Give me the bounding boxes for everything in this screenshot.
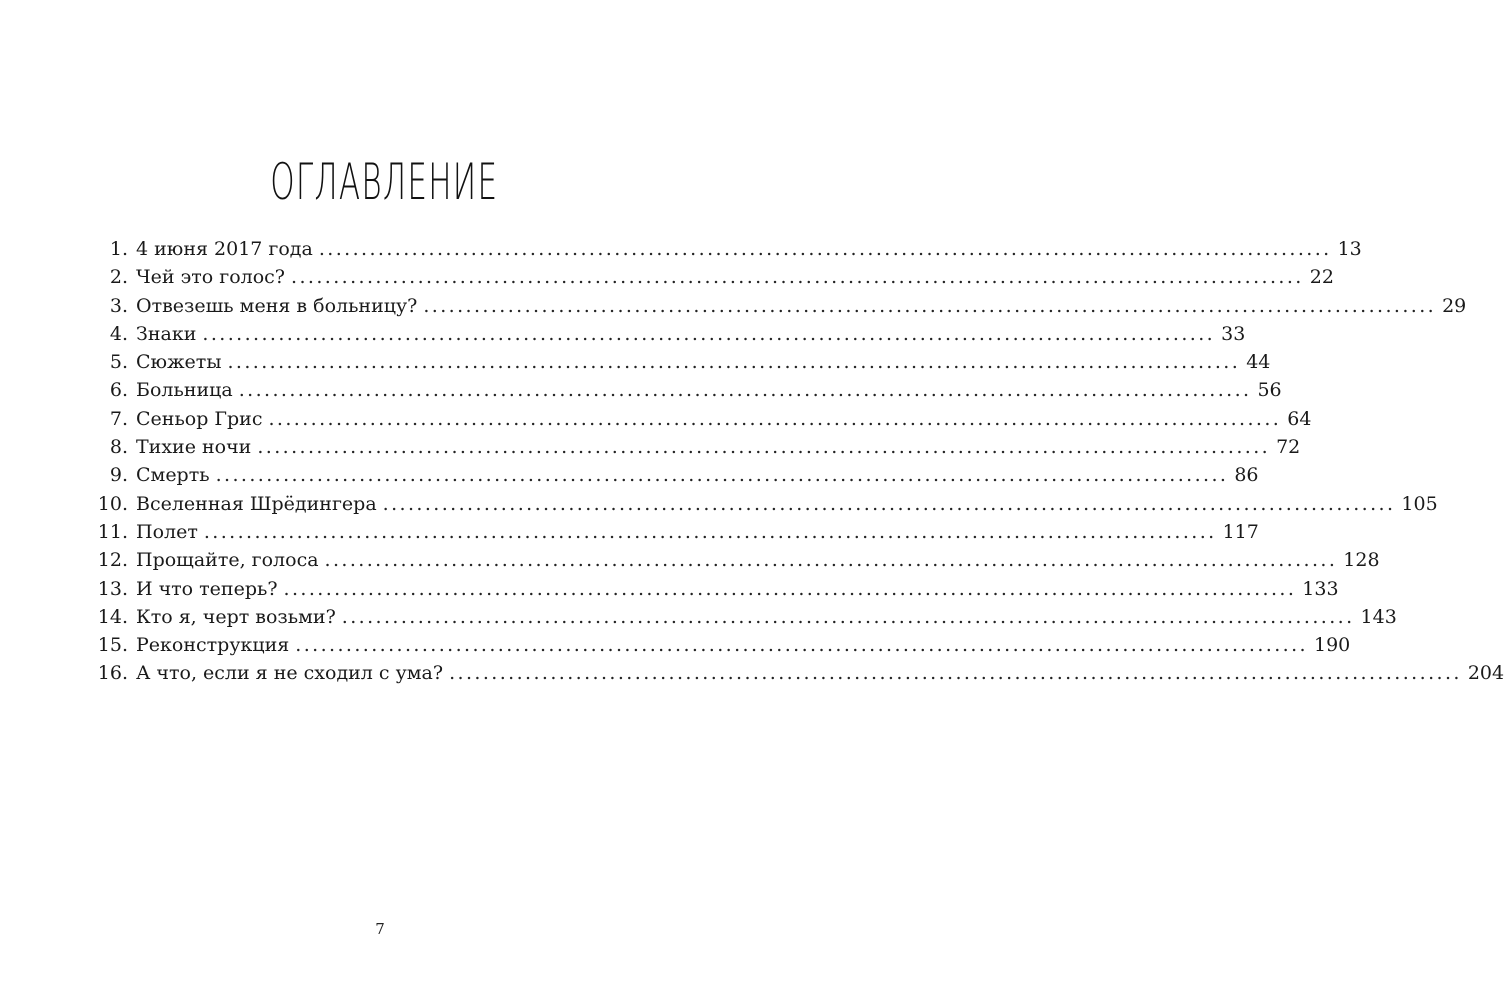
- toc-leader-dots: ........................................................................................................................: [324, 549, 1338, 572]
- toc-entry-number: 16.: [97, 662, 128, 685]
- toc-leader-dots: ........................................................................................................................: [318, 238, 1332, 260]
- toc-entry: [92, 575, 1339, 603]
- toc-entry-page: 33: [1221, 322, 1246, 345]
- toc-entry-page: 86: [1234, 464, 1259, 487]
- toc-entry-number: 15.: [97, 634, 128, 657]
- toc-entry-title: Смерть: [136, 464, 210, 487]
- toc-entry-page: 64: [1287, 407, 1312, 430]
- toc-entry-number: 10.: [97, 492, 128, 515]
- toc-entry-page: 56: [1257, 379, 1282, 402]
- toc-entry-title: Сеньор Грис: [136, 407, 263, 430]
- toc-entry-page: 117: [1222, 520, 1259, 543]
- table-of-contents: [92, 235, 1504, 688]
- toc-entry-page: 143: [1360, 605, 1397, 628]
- toc-entry: [92, 546, 1380, 574]
- toc-entry: [92, 348, 1271, 376]
- toc-leader-dots: ........................................................................................................................: [449, 662, 1462, 685]
- toc-leader-dots: ........................................................................................................................: [295, 634, 1308, 657]
- toc-entry-title: Отвезешь меня в больницу?: [136, 294, 418, 317]
- page-number: 7: [375, 920, 385, 938]
- toc-entry: [92, 518, 1259, 546]
- toc-entry-page: 105: [1401, 492, 1438, 515]
- toc-entry-page: 128: [1343, 549, 1380, 572]
- toc-entry: [92, 631, 1351, 659]
- toc-entry-page: 190: [1314, 634, 1351, 657]
- toc-entry-number: 8.: [109, 436, 128, 459]
- toc-leader-dots: ........................................................................................................................: [257, 436, 1271, 459]
- toc-entry-title: А что, если я не сходил с ума?: [136, 662, 444, 685]
- toc-entry-title: Больница: [136, 379, 233, 402]
- toc-entry-page: 13: [1337, 238, 1362, 260]
- toc-entry-page: 44: [1246, 351, 1271, 374]
- toc-leader-dots: ........................................................................................................................: [227, 351, 1241, 374]
- toc-entry-number: 5.: [109, 351, 128, 374]
- toc-entry-number: 2.: [109, 266, 128, 289]
- toc-leader-dots: ........................................................................................................................: [238, 379, 1252, 402]
- toc-entry: [92, 603, 1397, 631]
- toc-entry: [92, 405, 1312, 433]
- toc-entry: [92, 292, 1467, 320]
- toc-entry-title: И что теперь?: [136, 577, 278, 600]
- toc-leader-dots: ........................................................................................................................: [202, 322, 1216, 345]
- toc-entry: [92, 659, 1504, 687]
- toc-entry: [92, 263, 1334, 291]
- toc-leader-dots: ........................................................................................................................: [341, 605, 1355, 628]
- toc-entry: [92, 320, 1246, 348]
- toc-entry-title: Знаки: [136, 322, 197, 345]
- toc-entry-page: 22: [1309, 266, 1334, 289]
- toc-entry-title: Вселенная Шрёдингера: [136, 492, 377, 515]
- toc-entry-page: 204: [1467, 662, 1504, 685]
- toc-entry-number: 7.: [109, 407, 128, 430]
- toc-leader-dots: ........................................................................................................................: [382, 492, 1396, 515]
- toc-entry-title: Тихие ночи: [136, 436, 252, 459]
- toc-entry-number: 9.: [109, 464, 128, 487]
- toc-entry: [92, 235, 1362, 263]
- toc-entry-number: 13.: [97, 577, 128, 600]
- toc-entry-number: 3.: [109, 294, 128, 317]
- toc-leader-dots: ........................................................................................................................: [291, 266, 1304, 289]
- toc-entry-page: 29: [1442, 294, 1467, 317]
- toc-entry-page: 72: [1276, 436, 1301, 459]
- toc-leader-dots: ........................................................................................................................: [423, 294, 1437, 317]
- toc-leader-dots: ........................................................................................................................: [215, 464, 1229, 487]
- toc-entry-title: Чей это голос?: [136, 266, 285, 289]
- toc-entry-title: 4 июня 2017 года: [136, 238, 313, 260]
- page-title: ОГЛАВЛЕНИЕ: [270, 153, 499, 211]
- toc-entry-number: 4.: [109, 322, 128, 345]
- toc-entry: [92, 433, 1301, 461]
- toc-entry-page: 133: [1302, 577, 1339, 600]
- toc-entry: [92, 490, 1438, 518]
- toc-entry-number: 12.: [97, 549, 128, 572]
- toc-entry-title: Сюжеты: [136, 351, 222, 374]
- toc-entry-title: Реконструкция: [136, 634, 290, 657]
- toc-entry: [92, 461, 1259, 489]
- toc-leader-dots: ........................................................................................................................: [283, 577, 1297, 600]
- toc-entry-title: Прощайте, голоса: [136, 549, 319, 572]
- toc-entry-number: 6.: [109, 379, 128, 402]
- toc-leader-dots: ........................................................................................................................: [268, 407, 1282, 430]
- toc-entry-number: 14.: [97, 605, 128, 628]
- toc-entry-title: Кто я, черт возьми?: [136, 605, 336, 628]
- toc-entry: [92, 376, 1282, 404]
- toc-leader-dots: ........................................................................................................................: [203, 520, 1217, 543]
- toc-entry-title: Полет: [136, 520, 198, 543]
- toc-entry-number: 11.: [97, 520, 128, 543]
- toc-entry-number: 1.: [109, 238, 128, 260]
